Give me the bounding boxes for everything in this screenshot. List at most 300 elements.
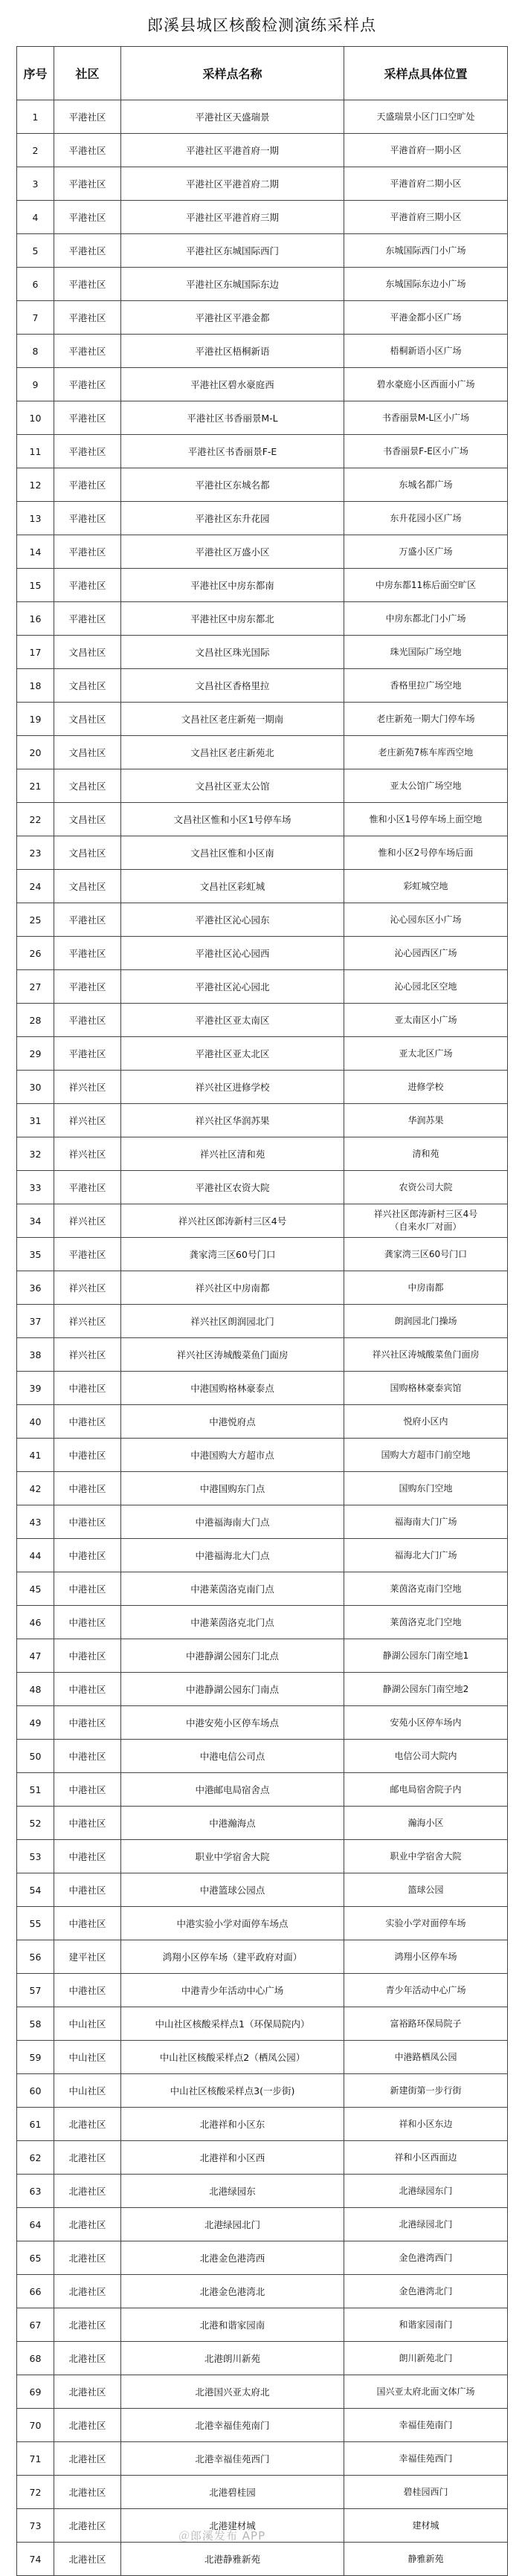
cell-index: 59 <box>17 2041 54 2074</box>
cell-community: 中港社区 <box>54 1606 121 1639</box>
cell-site-name: 北港幸福佳苑西门 <box>121 2442 344 2476</box>
cell-site-name: 文昌社区彩虹城 <box>121 870 344 903</box>
cell-index: 5 <box>17 234 54 268</box>
cell-site-location: 祥和小区东边 <box>344 2108 508 2141</box>
cell-site-location: 惟和小区2号停车场后面 <box>344 836 508 870</box>
cell-site-name: 文昌社区老庄新苑一期南 <box>121 703 344 736</box>
cell-site-name: 北港祥和小区东 <box>121 2108 344 2141</box>
cell-index: 26 <box>17 937 54 970</box>
cell-site-name: 中港篮球公园点 <box>121 1873 344 1907</box>
cell-community: 平港社区 <box>54 401 121 435</box>
table-row <box>17 2108 508 2141</box>
cell-site-name: 祥兴社区中房南都 <box>121 1271 344 1305</box>
table-row <box>17 1071 508 1104</box>
cell-index: 13 <box>17 502 54 535</box>
cell-site-location: 万盛小区广场 <box>344 535 508 569</box>
table-row <box>17 703 508 736</box>
cell-site-name: 平港社区平港首府三期 <box>121 201 344 234</box>
cell-site-location: 莱茵洛克北门空地 <box>344 1606 508 1639</box>
cell-site-name: 祥兴社区进修学校 <box>121 1071 344 1104</box>
cell-index: 55 <box>17 1907 54 1940</box>
cell-index: 38 <box>17 1338 54 1372</box>
cell-site-location: 进修学校 <box>344 1071 508 1104</box>
table-row <box>17 1907 508 1940</box>
cell-site-name: 中港莱茵洛克南门点 <box>121 1572 344 1606</box>
cell-community: 文昌社区 <box>54 636 121 669</box>
cell-index: 60 <box>17 2074 54 2108</box>
cell-site-name: 中港实验小学对面停车场点 <box>121 1907 344 1940</box>
cell-site-name: 中港瀚海点 <box>121 1807 344 1840</box>
cell-site-location: 国购格林豪泰宾馆 <box>344 1372 508 1405</box>
cell-community: 中港社区 <box>54 1773 121 1807</box>
cell-index: 15 <box>17 569 54 602</box>
table-row <box>17 1439 508 1472</box>
table-row <box>17 2041 508 2074</box>
cell-community: 北港社区 <box>54 2308 121 2342</box>
table-row <box>17 1740 508 1773</box>
cell-community: 平港社区 <box>54 1171 121 1204</box>
cell-community: 中港社区 <box>54 1974 121 2007</box>
cell-index: 70 <box>17 2409 54 2442</box>
cell-index: 71 <box>17 2442 54 2476</box>
cell-site-location: 静湖公园东门南空地2 <box>344 1673 508 1706</box>
cell-index: 6 <box>17 268 54 301</box>
cell-site-location: 国兴亚太府北面文体广场 <box>344 2375 508 2409</box>
cell-community: 北港社区 <box>54 2342 121 2375</box>
table-row <box>17 1840 508 1873</box>
cell-index: 16 <box>17 602 54 636</box>
table-row <box>17 1104 508 1137</box>
table-row <box>17 569 508 602</box>
cell-community: 祥兴社区 <box>54 1137 121 1171</box>
cell-index: 57 <box>17 1974 54 2007</box>
cell-community: 文昌社区 <box>54 669 121 703</box>
cell-site-name: 北港金色港湾北 <box>121 2275 344 2308</box>
cell-index: 32 <box>17 1137 54 1171</box>
cell-community: 北港社区 <box>54 2175 121 2208</box>
table-row <box>17 669 508 703</box>
table-row <box>17 2442 508 2476</box>
cell-site-location: 莱茵洛克南门空地 <box>344 1572 508 1606</box>
cell-site-name: 北港金色港湾西 <box>121 2241 344 2275</box>
cell-site-location: 新建街第一步行街 <box>344 2074 508 2108</box>
cell-community: 祥兴社区 <box>54 1271 121 1305</box>
cell-index: 74 <box>17 2543 54 2576</box>
table-row <box>17 803 508 836</box>
cell-site-name: 中港福海南大门点 <box>121 1505 344 1539</box>
cell-community: 中港社区 <box>54 1907 121 1940</box>
cell-index: 8 <box>17 335 54 368</box>
cell-site-name: 平港社区书香丽景M-L <box>121 401 344 435</box>
cell-index: 3 <box>17 167 54 201</box>
cell-site-name: 平港社区梧桐新语 <box>121 335 344 368</box>
cell-site-location: 电信公司大院内 <box>344 1740 508 1773</box>
cell-community: 中山社区 <box>54 2041 121 2074</box>
cell-community: 平港社区 <box>54 234 121 268</box>
cell-site-name: 平港社区万盛小区 <box>121 535 344 569</box>
cell-community: 中港社区 <box>54 1472 121 1505</box>
cell-site-location: 北港绿园北门 <box>344 2208 508 2241</box>
cell-site-location: 东城国际东边小广场 <box>344 268 508 301</box>
table-row <box>17 401 508 435</box>
cell-index: 66 <box>17 2275 54 2308</box>
cell-community: 平港社区 <box>54 1238 121 1271</box>
cell-site-location: 农资公司大院 <box>344 1171 508 1204</box>
cell-community: 祥兴社区 <box>54 1071 121 1104</box>
table-row <box>17 535 508 569</box>
cell-site-name: 平港社区天盛瑞景 <box>121 100 344 134</box>
cell-site-name: 平港社区平港首府一期 <box>121 134 344 167</box>
cell-community: 文昌社区 <box>54 769 121 803</box>
cell-community: 平港社区 <box>54 937 121 970</box>
cell-community: 北港社区 <box>54 2543 121 2576</box>
cell-index: 48 <box>17 1673 54 1706</box>
cell-community: 平港社区 <box>54 1004 121 1037</box>
cell-index: 64 <box>17 2208 54 2241</box>
table-row <box>17 1171 508 1204</box>
cell-index: 12 <box>17 468 54 502</box>
cell-site-name: 平港社区沁心园西 <box>121 937 344 970</box>
header-row <box>17 47 508 100</box>
cell-site-name: 中港国购大方超市点 <box>121 1439 344 1472</box>
cell-community: 祥兴社区 <box>54 1204 121 1238</box>
cell-community: 北港社区 <box>54 2409 121 2442</box>
cell-site-name: 祥兴社区清和苑 <box>121 1137 344 1171</box>
cell-community: 平港社区 <box>54 502 121 535</box>
cell-site-location: 金色港湾北门 <box>344 2275 508 2308</box>
cell-index: 7 <box>17 301 54 335</box>
cell-site-location: 惟和小区1号停车场上面空地 <box>344 803 508 836</box>
cell-community: 平港社区 <box>54 167 121 201</box>
cell-site-location: 静湖公园东门南空地1 <box>344 1639 508 1673</box>
cell-site-name: 中港青少年活动中心广场 <box>121 1974 344 2007</box>
cell-index: 22 <box>17 803 54 836</box>
cell-site-name: 职业中学宿舍大院 <box>121 1840 344 1873</box>
table-row <box>17 335 508 368</box>
cell-community: 北港社区 <box>54 2375 121 2409</box>
cell-community: 中港社区 <box>54 1873 121 1907</box>
table-row <box>17 2375 508 2409</box>
cell-index: 33 <box>17 1171 54 1204</box>
table-row <box>17 1037 508 1071</box>
cell-site-location: 邮电局宿舍院子内 <box>344 1773 508 1807</box>
table-row <box>17 1539 508 1572</box>
cell-site-name: 北港朗川新苑 <box>121 2342 344 2375</box>
cell-community: 平港社区 <box>54 435 121 468</box>
cell-community: 中港社区 <box>54 1405 121 1439</box>
cell-index: 29 <box>17 1037 54 1071</box>
cell-index: 56 <box>17 1940 54 1974</box>
cell-site-name: 北港碧桂园 <box>121 2476 344 2509</box>
cell-index: 25 <box>17 903 54 937</box>
cell-site-location: 国购大方超市门前空地 <box>344 1439 508 1472</box>
table-row <box>17 1639 508 1673</box>
cell-site-location: 和谐家园南门 <box>344 2308 508 2342</box>
cell-index: 27 <box>17 970 54 1004</box>
cell-site-location: 龚家湾三区60号门口 <box>344 1238 508 1271</box>
cell-site-name: 北港绿园北门 <box>121 2208 344 2241</box>
cell-site-name: 平港社区平港首府二期 <box>121 167 344 201</box>
cell-site-location: 东城名都广场 <box>344 468 508 502</box>
cell-index: 58 <box>17 2007 54 2041</box>
cell-site-location: 亚太公馆广场空地 <box>344 769 508 803</box>
table-row <box>17 1405 508 1439</box>
cell-index: 72 <box>17 2476 54 2509</box>
table-row <box>17 1706 508 1740</box>
cell-index: 62 <box>17 2141 54 2175</box>
cell-site-location: 中港路栖凤公园 <box>344 2041 508 2074</box>
cell-community: 平港社区 <box>54 1037 121 1071</box>
cell-community: 中港社区 <box>54 1439 121 1472</box>
cell-site-name: 平港社区东升花园 <box>121 502 344 535</box>
cell-site-location: 北港绿园东门 <box>344 2175 508 2208</box>
cell-community: 中港社区 <box>54 1639 121 1673</box>
header-site-location: 采样点具体位置 <box>344 47 508 100</box>
cell-site-name: 祥兴社区涛城酸菜鱼门面房 <box>121 1338 344 1372</box>
cell-index: 28 <box>17 1004 54 1037</box>
cell-community: 北港社区 <box>54 2108 121 2141</box>
table-row <box>17 1004 508 1037</box>
cell-index: 45 <box>17 1572 54 1606</box>
cell-index: 43 <box>17 1505 54 1539</box>
cell-index: 11 <box>17 435 54 468</box>
cell-site-location: 祥和小区西面边 <box>344 2141 508 2175</box>
cell-community: 中港社区 <box>54 1372 121 1405</box>
cell-site-location: 清和苑 <box>344 1137 508 1171</box>
cell-site-location: 碧水豪庭小区西面小广场 <box>344 368 508 401</box>
cell-site-location: 职业中学宿舍大院 <box>344 1840 508 1873</box>
table-row <box>17 1238 508 1271</box>
cell-site-location: 静雅新苑 <box>344 2543 508 2576</box>
cell-index: 36 <box>17 1271 54 1305</box>
cell-site-location: 东城国际西门小广场 <box>344 234 508 268</box>
table-row <box>17 2409 508 2442</box>
cell-site-name: 中山社区核酸采样点3(一步街) <box>121 2074 344 2108</box>
cell-index: 54 <box>17 1873 54 1907</box>
table-row <box>17 2007 508 2041</box>
table-row <box>17 937 508 970</box>
table-row <box>17 368 508 401</box>
cell-site-location: 实验小学对面停车场 <box>344 1907 508 1940</box>
table-row <box>17 636 508 669</box>
cell-index: 21 <box>17 769 54 803</box>
cell-site-location: 书香丽景M-L区小广场 <box>344 401 508 435</box>
cell-community: 平港社区 <box>54 335 121 368</box>
cell-site-name: 北港绿园东 <box>121 2175 344 2208</box>
table-row <box>17 2476 508 2509</box>
cell-site-location: 平港首府三期小区 <box>344 201 508 234</box>
cell-index: 10 <box>17 401 54 435</box>
sampling-point-table <box>16 46 508 2576</box>
cell-community: 平港社区 <box>54 268 121 301</box>
cell-community: 中港社区 <box>54 1840 121 1873</box>
cell-site-location: 珠光国际广场空地 <box>344 636 508 669</box>
cell-site-name: 中港悦府点 <box>121 1405 344 1439</box>
cell-site-location: 亚太北区广场 <box>344 1037 508 1071</box>
cell-community: 文昌社区 <box>54 803 121 836</box>
cell-community: 建平社区 <box>54 1940 121 1974</box>
cell-community: 中港社区 <box>54 1673 121 1706</box>
cell-site-location: 平港首府一期小区 <box>344 134 508 167</box>
cell-index: 52 <box>17 1807 54 1840</box>
cell-community: 文昌社区 <box>54 836 121 870</box>
cell-site-name: 文昌社区惟和小区1号停车场 <box>121 803 344 836</box>
cell-site-name: 平港社区沁心园东 <box>121 903 344 937</box>
watermark: ＠郎溪发布 APP <box>178 2529 266 2543</box>
cell-site-location: 东升花园小区广场 <box>344 502 508 535</box>
cell-site-location: 老庄新苑7栋车库西空地 <box>344 736 508 769</box>
sampling-point-sheet <box>16 4 507 2576</box>
cell-community: 平港社区 <box>54 970 121 1004</box>
cell-community: 平港社区 <box>54 301 121 335</box>
cell-site-name: 文昌社区亚太公馆 <box>121 769 344 803</box>
cell-index: 49 <box>17 1706 54 1740</box>
cell-site-name: 北港建材城 <box>121 2509 344 2543</box>
cell-site-location: 朗润园北门操场 <box>344 1305 508 1338</box>
cell-site-location: 金色港湾西门 <box>344 2241 508 2275</box>
cell-site-location: 沁心园北区空地 <box>344 970 508 1004</box>
table-row <box>17 1873 508 1907</box>
table-row <box>17 1572 508 1606</box>
cell-community: 祥兴社区 <box>54 1338 121 1372</box>
cell-site-location: 鸿翔小区停车场 <box>344 1940 508 1974</box>
cell-site-location: 亚太南区小广场 <box>344 1004 508 1037</box>
cell-site-name: 北港祥和小区西 <box>121 2141 344 2175</box>
header-site-name: 采样点名称 <box>121 47 344 100</box>
cell-site-name: 鸿翔小区停车场（建平政府对面） <box>121 1940 344 1974</box>
cell-community: 平港社区 <box>54 468 121 502</box>
cell-index: 37 <box>17 1305 54 1338</box>
cell-site-name: 平港社区亚太南区 <box>121 1004 344 1037</box>
table-row <box>17 1673 508 1706</box>
table-row <box>17 1305 508 1338</box>
cell-site-name: 文昌社区惟和小区南 <box>121 836 344 870</box>
cell-index: 68 <box>17 2342 54 2375</box>
cell-site-name: 中港福海北大门点 <box>121 1539 344 1572</box>
table-row <box>17 100 508 134</box>
table-row <box>17 2175 508 2208</box>
cell-community: 文昌社区 <box>54 870 121 903</box>
cell-site-name: 平港社区中房东都南 <box>121 569 344 602</box>
cell-site-location: 瀚海小区 <box>344 1807 508 1840</box>
cell-index: 23 <box>17 836 54 870</box>
cell-site-name: 中港电信公司点 <box>121 1740 344 1773</box>
cell-site-location: 祥兴社区郎涛新村三区4号 （自来水厂对面） <box>344 1204 508 1238</box>
cell-index: 18 <box>17 669 54 703</box>
cell-site-location: 幸福佳苑西门 <box>344 2442 508 2476</box>
cell-site-location: 青少年活动中心广场 <box>344 1974 508 2007</box>
table-row <box>17 435 508 468</box>
cell-index: 24 <box>17 870 54 903</box>
cell-site-location: 悦府小区内 <box>344 1405 508 1439</box>
cell-community: 平港社区 <box>54 903 121 937</box>
cell-community: 平港社区 <box>54 134 121 167</box>
cell-site-name: 祥兴社区郎涛新村三区4号 <box>121 1204 344 1238</box>
cell-site-name: 北港静雅新苑 <box>121 2543 344 2576</box>
cell-site-name: 中山社区核酸采样点2（栖凤公园） <box>121 2041 344 2074</box>
cell-site-location: 富裕路环保局院子 <box>344 2007 508 2041</box>
cell-site-location: 篮球公园 <box>344 1873 508 1907</box>
cell-site-name: 北港和谐家园南 <box>121 2308 344 2342</box>
cell-site-name: 中港静湖公园东门北点 <box>121 1639 344 1673</box>
cell-community: 北港社区 <box>54 2241 121 2275</box>
cell-index: 14 <box>17 535 54 569</box>
table-row <box>17 1271 508 1305</box>
table-row <box>17 167 508 201</box>
table-row <box>17 2074 508 2108</box>
table-row <box>17 769 508 803</box>
table-row <box>17 1773 508 1807</box>
cell-index: 4 <box>17 201 54 234</box>
table-header <box>17 47 508 100</box>
cell-community: 平港社区 <box>54 602 121 636</box>
cell-site-location: 平港金都小区广场 <box>344 301 508 335</box>
table-row <box>17 1940 508 1974</box>
cell-index: 61 <box>17 2108 54 2141</box>
cell-index: 46 <box>17 1606 54 1639</box>
cell-site-location: 沁心园西区广场 <box>344 937 508 970</box>
table-row <box>17 1372 508 1405</box>
cell-community: 北港社区 <box>54 2141 121 2175</box>
cell-site-location: 香格里拉广场空地 <box>344 669 508 703</box>
cell-index: 30 <box>17 1071 54 1104</box>
cell-site-location: 华润苏果 <box>344 1104 508 1137</box>
cell-site-name: 平港社区平港金都 <box>121 301 344 335</box>
cell-site-name: 中港安苑小区停车场点 <box>121 1706 344 1740</box>
cell-index: 53 <box>17 1840 54 1873</box>
cell-community: 中港社区 <box>54 1740 121 1773</box>
table-row <box>17 836 508 870</box>
table-row <box>17 903 508 937</box>
cell-community: 北港社区 <box>54 2442 121 2476</box>
cell-site-location: 福海北大门广场 <box>344 1539 508 1572</box>
table-row <box>17 2275 508 2308</box>
table-body <box>17 100 508 2576</box>
table-row <box>17 970 508 1004</box>
cell-community: 平港社区 <box>54 569 121 602</box>
cell-site-name: 中港静湖公园东门南点 <box>121 1673 344 1706</box>
cell-community: 北港社区 <box>54 2208 121 2241</box>
cell-index: 39 <box>17 1372 54 1405</box>
cell-index: 63 <box>17 2175 54 2208</box>
cell-site-location: 天盛瑞景小区门口空旷处 <box>344 100 508 134</box>
cell-index: 9 <box>17 368 54 401</box>
table-row <box>17 234 508 268</box>
cell-site-name: 文昌社区香格里拉 <box>121 669 344 703</box>
cell-site-name: 北港国兴亚太府北 <box>121 2375 344 2409</box>
table-row <box>17 201 508 234</box>
cell-index: 51 <box>17 1773 54 1807</box>
cell-community: 平港社区 <box>54 535 121 569</box>
table-row <box>17 502 508 535</box>
table-row <box>17 1974 508 2007</box>
cell-site-name: 祥兴社区华润苏果 <box>121 1104 344 1137</box>
cell-index: 50 <box>17 1740 54 1773</box>
cell-site-name: 平港社区书香丽景F-E <box>121 435 344 468</box>
cell-index: 31 <box>17 1104 54 1137</box>
table-row <box>17 2543 508 2576</box>
cell-community: 中港社区 <box>54 1807 121 1840</box>
cell-community: 中港社区 <box>54 1706 121 1740</box>
cell-community: 文昌社区 <box>54 736 121 769</box>
table-row <box>17 301 508 335</box>
cell-community: 北港社区 <box>54 2476 121 2509</box>
cell-site-location: 中房南都 <box>344 1271 508 1305</box>
cell-site-location: 国购东门空地 <box>344 1472 508 1505</box>
cell-community: 中山社区 <box>54 2007 121 2041</box>
header-index: 序号 <box>17 47 54 100</box>
cell-site-name: 平港社区中房东都北 <box>121 602 344 636</box>
